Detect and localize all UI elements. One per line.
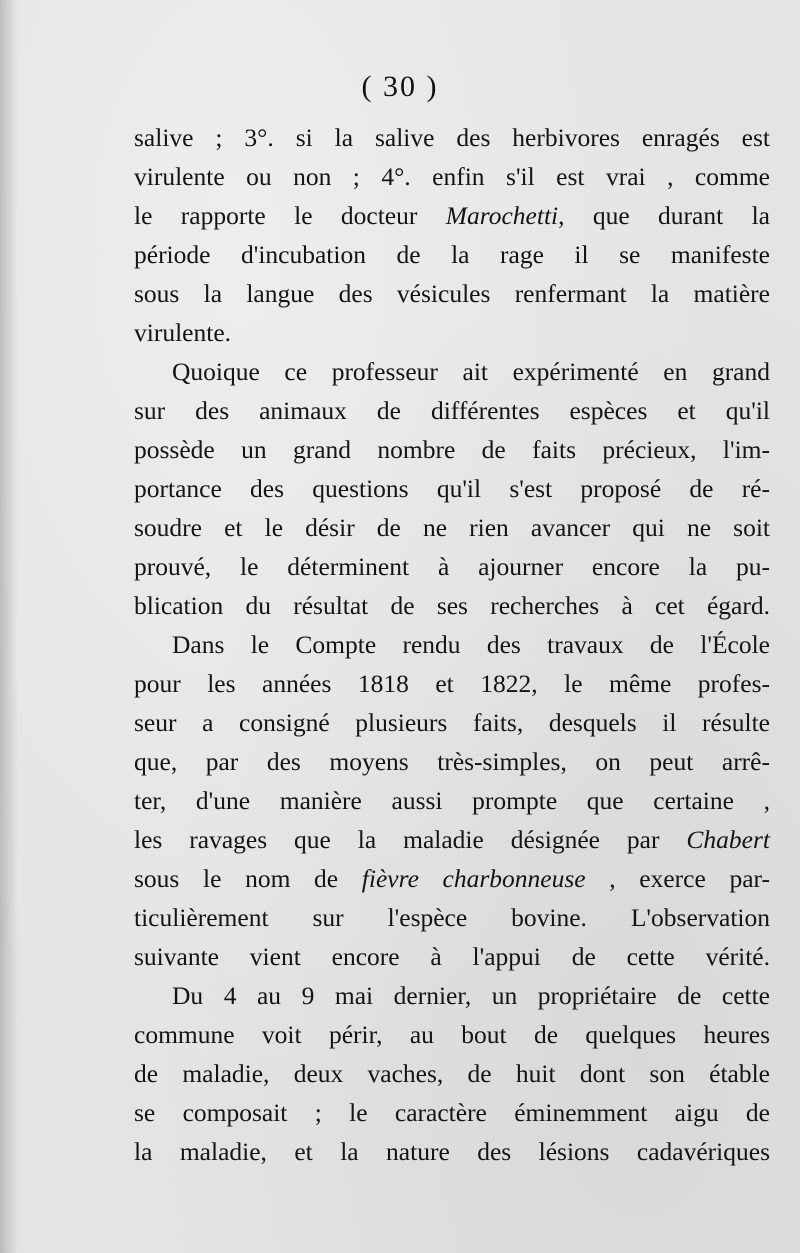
text-line: soudre et le désir de ne rien avancer qui ne soit [134,513,770,542]
text-line: virulente ou non ; 4°. enfin s'il est vrai , comme [134,162,770,191]
text-line: possède un grand nombre de faits précieux, l'im- [134,435,770,464]
text-line: les ravages que la maladie désignée par Chabert [134,825,770,854]
text-line: se composait ; le caractère éminemment aigu de [134,1098,770,1127]
paragraph-1 [134,118,770,352]
paragraph-3 [134,625,770,976]
page-number: ( 30 ) [361,70,439,103]
body-text [134,118,770,1171]
text-line: la maladie, et la nature des lésions cadavériques [134,1137,770,1166]
italic-term: fièvre charbonneuse [361,864,586,893]
text-line: pour les années 1818 et 1822, le même profes- [134,669,770,698]
text-line: le rapporte le docteur Marochetti, que durant la [134,201,770,230]
text-line: que, par des moyens très-simples, on peut arrê- [134,747,770,776]
text-line: commune voit périr, au bout de quelques heures [134,1020,770,1049]
text-line: Dans le Compte rendu des travaux de l'École [172,630,770,659]
text-line: ter, d'une manière aussi prompte que certaine , [134,786,770,815]
text-line: sur des animaux de différentes espèces et qu'il [134,396,770,425]
text-line: ticulièrement sur l'espèce bovine. L'observation [134,903,770,932]
text-line: sous la langue des vésicules renfermant la matière [134,279,770,308]
italic-term: Chabert [686,825,770,854]
text-line: suivante vient encore à l'appui de cette vérité. [134,942,770,971]
text-line: Du 4 au 9 mai dernier, un propriétaire de cette [172,981,770,1010]
text-line: période d'incubation de la rage il se manifeste [134,240,770,269]
paragraph-2 [134,352,770,625]
text-line: de maladie, deux vaches, de huit dont son étable [134,1059,770,1088]
text-line: sous le nom de fièvre charbonneuse , exerce par- [134,864,770,893]
text-line: prouvé, le déterminent à ajourner encore la pu- [134,552,770,581]
text-line: blication du résultat de ses recherches à cet égard. [134,591,770,620]
text-line: portance des questions qu'il s'est proposé de ré- [134,474,770,503]
paragraph-4 [134,976,770,1171]
text-line: salive ; 3°. si la salive des herbivores enragés est [134,123,770,152]
text-line: virulente. [134,318,232,347]
italic-term: Marochetti [445,201,559,230]
text-line: seur a consigné plusieurs faits, desquels il résulte [134,708,770,737]
page-edge-shadow [0,0,18,1253]
text-line: Quoique ce professeur ait expérimenté en grand [172,357,770,386]
